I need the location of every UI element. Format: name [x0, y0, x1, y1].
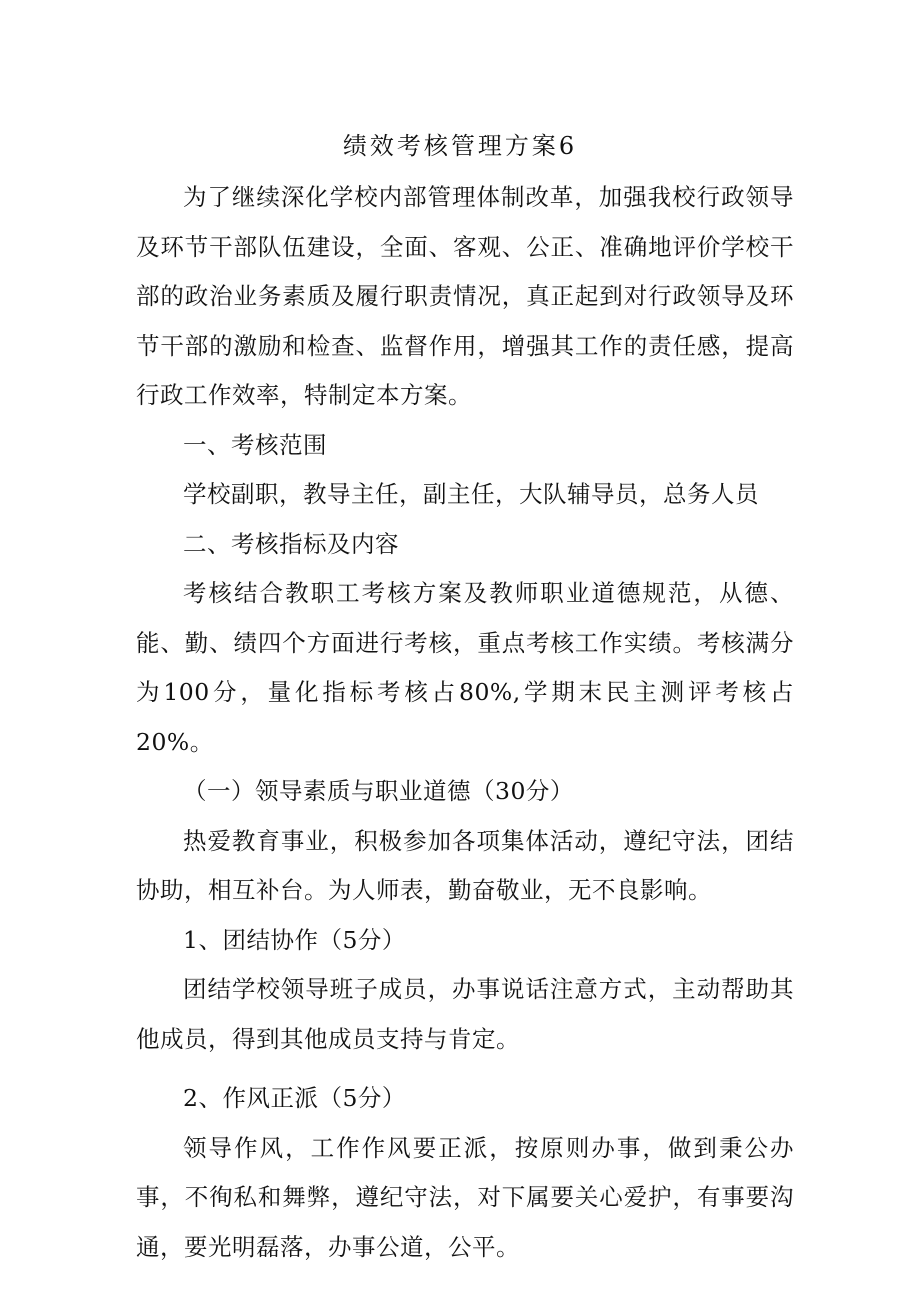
- document-body: [136, 173, 794, 1272]
- section-heading-scope: 一、考核范围: [183, 430, 327, 459]
- scope-paragraph: 学校副职，教导主任，副主任，大队辅导员，总务人员: [183, 480, 759, 508]
- teamwork-paragraph: 团结学校领导班子成员，办事说话注意方式，主动帮助其他成员，得到其他成员支持与肯定。: [136, 975, 794, 1053]
- subsection-heading-quality: （一）领导素质与职业道德（30分）: [183, 777, 574, 805]
- indicators-paragraph: 考核结合教职工考核方案及教师职业道德规范，从德、能、勤、绩四个方面进行考核，重点考核工作实绩。考核满分为100分，量化指标考核占80%,学期末民主测评考核占20%。: [136, 579, 794, 756]
- paragraph-spacer: [136, 1064, 794, 1074]
- intro-paragraph: 为了继续深化学校内部管理体制改革，加强我校行政领导及环节干部队伍建设，全面、客观、公正、准确地评价学校干部的政治业务素质及履行职责情况，真正起到对行政领导及环节干部的激励和检查、监督作用，增强其工作的责任感，提高行政工作效率，特制定本方案。: [136, 183, 794, 409]
- section-heading-indicators: 二、考核指标及内容: [183, 529, 399, 558]
- item-heading-teamwork: 1、团结协作（5分）: [183, 925, 406, 954]
- document-title: 绩效考核管理方案6: [342, 132, 578, 160]
- item-heading-conduct: 2、作风正派（5分）: [183, 1084, 406, 1112]
- conduct-paragraph: 领导作风，工作作风要正派，按原则办事，做到秉公办事，不徇私和舞弊，遵纪守法，对下属要关心爱护，有事要沟通，要光明磊落，办事公道，公平。: [136, 1133, 794, 1261]
- quality-paragraph: 热爱教育事业，积极参加各项集体活动，遵纪守法，团结协助，相互补台。为人师表，勤奋敬业，无不良影响。: [136, 826, 794, 904]
